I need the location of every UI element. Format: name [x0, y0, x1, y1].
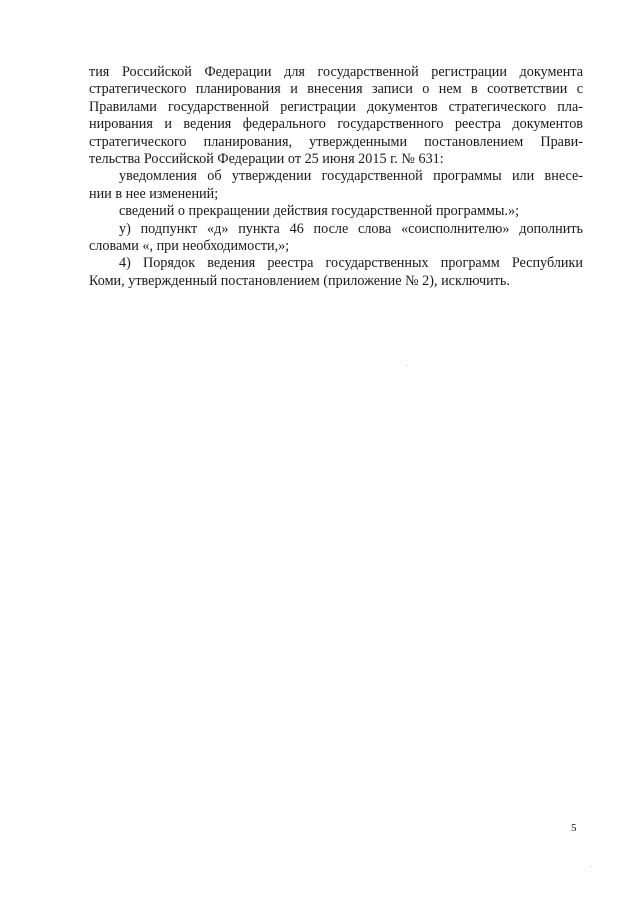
text-line: 4) Порядок ведения реестра государственных программ Республики	[119, 255, 583, 272]
text-line: нирования и ведения федерального государственного реестра документов	[89, 116, 583, 133]
scan-speck	[590, 866, 591, 867]
text-line: Коми, утвержденный постановлением (приложение № 2), исключить.	[89, 272, 510, 289]
text-line: сведений о прекращении действия государственной программы.»;	[119, 203, 520, 220]
text-line: словами «, при необходимости,»;	[89, 237, 290, 254]
text-line: стратегического планирования, утвержденными постановлением Прави-	[89, 133, 583, 150]
text-line: Правилами государственной регистрации документов стратегического пла-	[89, 98, 583, 115]
scan-speck	[406, 365, 407, 366]
body-text	[89, 64, 583, 290]
text-line: тия Российской Федерации для государственной регистрации документа	[89, 64, 583, 80]
paragraph-approval-notice	[89, 168, 583, 203]
text-line: тельства Российской Федерации от 25 июня 2015 г. № 631:	[89, 150, 444, 167]
page-number: 5	[571, 822, 577, 834]
text-line: нии в нее изменений;	[89, 185, 219, 202]
text-line: у) подпункт «д» пункта 46 после слова «соисполнителю» дополнить	[119, 220, 583, 237]
paragraph-termination-info	[89, 203, 583, 220]
text-line: стратегического планирования и внесения записи о нем в соответствии с	[89, 81, 583, 98]
paragraph-registration	[89, 64, 583, 168]
paragraph-item-4	[89, 255, 583, 290]
text-line: уведомления об утверждении государственной программы или внесе-	[119, 168, 583, 185]
paragraph-subitem-u	[89, 221, 583, 256]
